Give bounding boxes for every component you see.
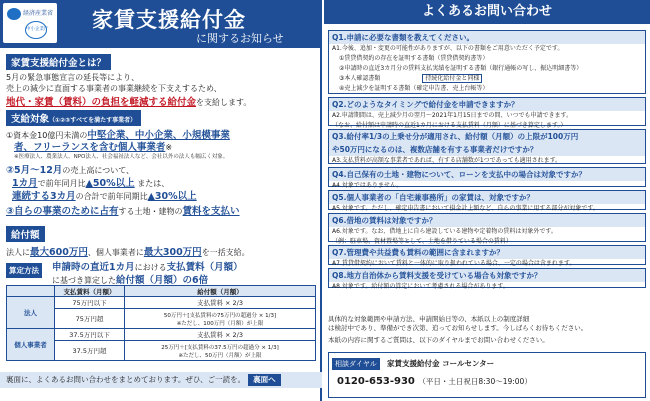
item2a-value: ▲50%以上 <box>85 178 135 189</box>
payment-max-line <box>6 244 250 258</box>
faq-answer: A5.対象です。ただし、確定申告書において損金計上額など、自らの事業に用する部分が対象です。 <box>332 205 599 212</box>
faq-answer: （例：駐車場、資材置場等として、土地を借りている場合の賃料） <box>332 238 512 245</box>
benefit-formula: 50万円＋[支払賃料の75万円の超過分 × 1/3] <box>163 312 277 319</box>
info-line-2: は検討中であり、準備ができ次第、追ってお知らせします。今しばらくお待ちください。 <box>328 324 588 332</box>
table-header-cell: 給付額（月額） <box>125 286 316 297</box>
left-panel <box>0 0 322 401</box>
item2a-emphasis: 1カ月 <box>12 178 38 189</box>
item3-emphasis-2: 賃料を支払い <box>182 206 240 217</box>
calc-method-label: 算定方法 <box>6 263 42 278</box>
faq-answer: A4.対象ではありません。 <box>332 182 403 189</box>
contact-hours: （平日・土日祝日8:30～19:00） <box>418 377 532 386</box>
contact-phone-line <box>337 376 532 387</box>
benefit-table <box>6 285 316 361</box>
contact-box <box>328 352 646 398</box>
faq-answer-tag: 持続化給付金と同様 <box>422 74 482 83</box>
faq-question: Q6.借地の賃料は対象ですか？ <box>329 214 645 227</box>
page-header <box>0 0 322 48</box>
item1-emphasis-2: 者、フリーランスを含む個人事業者 <box>14 142 166 153</box>
faq-item-2 <box>328 97 646 129</box>
about-line-2: 売上の減少に直面する事業者の事業継続を下支えするため、 <box>6 84 222 93</box>
item2b-mid: の合計で前年同期比 <box>75 192 148 201</box>
item2b-value: ▲30%以上 <box>147 191 197 202</box>
item2-emphasis: ②5月～12月 <box>6 165 63 176</box>
about-line-1: 5月の緊急事態宣言の延長等により、 <box>6 73 140 82</box>
rent-cell: 37.5万円以下 <box>55 329 125 341</box>
ministry-mark-icon <box>7 8 21 20</box>
corp-max: 最大600万円 <box>30 247 88 258</box>
ministry-logo <box>3 3 57 43</box>
page-title: 家賃支援給付金 <box>92 8 246 32</box>
info-line-3: 本紙の内容に関するご質問は、以下のダイヤルまでお問い合わせください。 <box>328 336 549 344</box>
info-notice <box>328 315 646 345</box>
eligibility-heading <box>6 110 141 126</box>
eligibility-item-2b <box>12 188 197 202</box>
benefit-note: ※ただし、100万円（月額）が上限 <box>176 320 264 327</box>
item1-tail: ※ <box>165 143 173 152</box>
table-header-cell <box>7 286 55 297</box>
calc-sub-line <box>52 272 208 286</box>
faq-question: Q3.給付率1/3の上乗せ分が適用され、給付額（月額）の上限が100万円 <box>329 130 645 143</box>
benefit-cell: 支払賃料 × 2/3 <box>125 329 316 341</box>
faq-question-cont: や50万円になるのは、複数店舗を有する事業者だけですか？ <box>329 143 645 156</box>
faq-item-4 <box>328 167 646 187</box>
item1-pre: ①資本金10億円未満の <box>6 131 88 140</box>
faq-answer: ④売上減少を証明する書類（確定申告書、売上台帳等） <box>339 85 489 92</box>
contact-tag: 相談ダイヤル <box>332 358 380 370</box>
eligibility-item-3 <box>6 203 240 217</box>
payment-tail: を一括支給。 <box>201 248 250 257</box>
calc-sub-emph: 給付額（月額）の6倍 <box>116 275 209 286</box>
faq-question: Q1.申請に必要な書類を教えてください。 <box>329 31 645 44</box>
item2b-emphasis: 連続する3カ月 <box>12 191 76 202</box>
info-line-1: 具体的な対象範囲や申請方法、申請開始日等の、本紙以上の制度詳細 <box>328 315 530 323</box>
faq-question: Q7.管理費や共益費も賃料の範囲に含まれますか？ <box>329 246 645 259</box>
faq-answer: ①賃貸借契約の存在を証明する書類（賃貸借契約書等） <box>339 55 489 62</box>
calc-main-mid: における <box>134 263 167 272</box>
faq-answer: A2.申請期間は、売上減少月の翌月～2021年1月15日までの間、いつでも申請できます。 <box>332 112 573 119</box>
item1-emphasis: 中堅企業、中小企業、小規模事業 <box>87 130 230 141</box>
faq-question: Q2.どのようなタイミングで給付金を申請できますか？ <box>329 98 645 111</box>
calc-main-line <box>52 259 243 273</box>
faq-answer: ②申請時の直近3カ月分の賃料支払実績を証明する書類（銀行通帳の写し、振込明細書等） <box>339 65 583 72</box>
rent-cell: 75万円以下 <box>55 297 125 309</box>
eligibility-item-2 <box>6 162 134 176</box>
rent-cell: 75万円超 <box>55 309 125 329</box>
faq-question: Q8.地方自治体から賃料支援を受けている場合も対象ですか？ <box>329 269 645 282</box>
faq-answer <box>329 74 645 84</box>
contact-name: 家賃支援給付金 コールセンター <box>387 359 495 368</box>
eligibility-item-2a <box>12 175 169 189</box>
benefit-cell: 支払賃料 × 2/3 <box>125 297 316 309</box>
faq-answer: A3.支払賃料が高額な事業者であれば、有する店舗数が1つであっても適用されます。 <box>332 157 562 164</box>
faq-question: Q5.個人事業者の「自宅兼事務所」の家賃は、対象ですか？ <box>329 191 645 204</box>
table-row <box>7 329 316 341</box>
benefit-note: ※ただし、50万円（月額）が上限 <box>178 352 262 359</box>
item1-note: ※医療法人、農業法人、NPO法人、社会福祉法人など、会社以外の法人も幅広く対象。 <box>14 154 229 160</box>
calc-sub-pre: に基づき算定した <box>52 276 116 285</box>
back-page-notice <box>0 372 322 388</box>
faq-item-5 <box>328 190 646 210</box>
phone-number[interactable]: 0120-653-930 <box>337 376 415 387</box>
eligibility-item-1b <box>14 139 172 153</box>
table-header-row <box>7 286 316 297</box>
faq-heading: よくあるお問い合わせ <box>324 0 650 24</box>
logo-ministry-name: 経済産業省 <box>23 10 54 17</box>
calc-main-emph: 支払賃料（月額） <box>166 262 243 273</box>
calc-main-pre: 申請時の直近1カ月 <box>52 262 135 273</box>
payment-mid: 、個人事業者に <box>87 248 144 257</box>
faq-answer: A6.対象です。なお、借地上に自ら建設している建物や定着物の賃料は対象外です。 <box>332 228 557 235</box>
about-heading: 家賃支援給付金とは？ <box>6 54 111 70</box>
about-tail: を支給します。 <box>196 98 252 107</box>
indiv-max: 最大300万円 <box>143 247 202 258</box>
table-row <box>7 297 316 309</box>
faq-item-3 <box>328 129 646 164</box>
faq-answer: A7.賃貸借契約において賃料と一体的に取り扱われている場合、一定の場合は含まれます。 <box>332 260 576 267</box>
benefit-cell <box>125 309 316 329</box>
rent-cell: 37.5万円超 <box>55 341 125 361</box>
faq-question: Q4.自己保有の土地・建物について、ローンを支払中の場合は対象ですか？ <box>329 168 645 181</box>
faq-answer: A8.対象です。給付額の算定において考慮される場合があります。 <box>332 283 509 290</box>
faq-panel <box>324 0 650 401</box>
faq-item-8 <box>328 268 646 288</box>
group-cell: 個人事業者 <box>7 329 55 361</box>
benefit-cell <box>125 341 316 361</box>
back-page-button[interactable]: 裏面へ <box>248 374 281 386</box>
table-header-cell: 支払賃料（月額） <box>55 286 125 297</box>
item2a-mid: で前年同月比 <box>37 179 86 188</box>
payment-heading: 給付額 <box>6 226 45 242</box>
group-cell: 法人 <box>7 297 55 329</box>
page-subtitle: に関するお知らせ <box>196 32 284 45</box>
back-page-text: 裏面に、よくあるお問い合わせをまとめております。ぜひ、ご一読を。 <box>6 375 246 384</box>
faq-item-6 <box>328 213 646 245</box>
about-emphasis: 地代・家賃（賃料）の負担を軽減する給付金 <box>6 97 197 108</box>
payment-pre: 法人に <box>6 248 30 257</box>
faq-answer: A1.今後、追加・変更の可能性がありますが、以下の書類をご用意いただく予定です。 <box>332 45 564 52</box>
eligibility-heading-note: （①②③すべてを満たす事業者） <box>49 117 137 124</box>
about-line-3 <box>6 94 251 108</box>
item3-mid: する土地・建物の <box>118 207 183 216</box>
faq-answer-part: ③本人確認書類 <box>339 75 381 82</box>
item2a-or: または、 <box>137 179 170 188</box>
item3-emphasis: ③自らの事業のために占有 <box>6 206 119 217</box>
item2-tail: の売上高について、 <box>62 166 135 175</box>
logo-agency-seal: 中小企業庁 <box>25 21 47 39</box>
benefit-formula: 25万円＋[支払賃料の37.5万円の超過分 × 1/3] <box>161 344 279 351</box>
eligibility-heading-text: 支給対象 <box>11 114 50 125</box>
faq-answer: （なお、給付額は申請時の直近1カ月における支払賃料（月額）に基づき算定します。） <box>332 122 567 129</box>
faq-item-1 <box>328 30 646 94</box>
faq-item-7 <box>328 245 646 265</box>
